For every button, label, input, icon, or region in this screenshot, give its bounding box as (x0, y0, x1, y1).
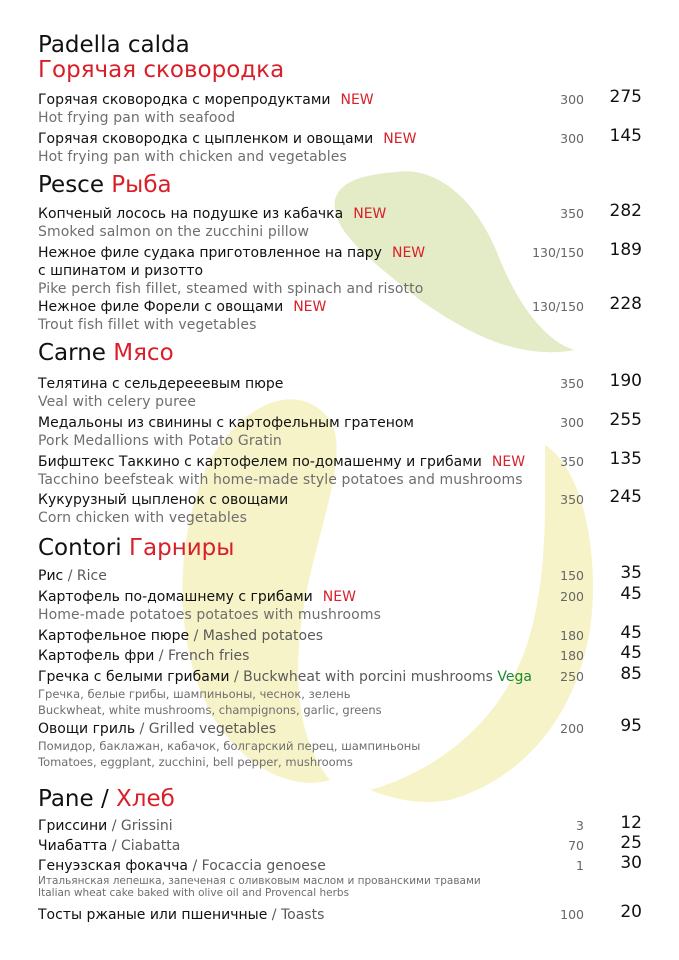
item-name: Картофель по-домашнему с грибами (38, 589, 313, 605)
item-weight: 250 (560, 669, 584, 684)
item-english-name: Pike perch fish fillet, steamed with spinach and risotto (38, 281, 424, 297)
section-title-it: Padella calda (38, 32, 190, 58)
item-weight: 3 (576, 818, 584, 833)
item-english-name: Toasts (280, 907, 325, 923)
item-weight: 130/150 (532, 245, 584, 260)
item-name: Нежное филе судака приготовленное на пару (38, 245, 382, 261)
name-separator: / (107, 838, 122, 854)
menu-item (38, 643, 644, 665)
item-english-name: Ciabatta (121, 838, 181, 854)
item-english-name: Tacchino beefsteak with home-made style potatoes and mushrooms (38, 472, 523, 488)
menu-item (38, 294, 644, 334)
name-separator: / (107, 818, 121, 834)
item-english-name: Pork Medallions with Potato Gratin (38, 433, 282, 449)
new-badge: NEW (383, 131, 417, 147)
item-english-name: Smoked salmon on the zucchini pillow (38, 224, 310, 240)
item-price: 45 (620, 623, 642, 643)
item-price: 25 (620, 833, 642, 853)
item-weight: 300 (560, 415, 584, 430)
name-separator: / (135, 721, 149, 737)
item-price: 12 (620, 813, 642, 833)
item-ingredients-ru: Итальянская лепешка, запеченая с оливковым маслом и прованскими травами (38, 875, 481, 887)
item-name: Овощи гриль (38, 721, 136, 737)
item-weight: 350 (560, 454, 584, 469)
item-price: 135 (609, 449, 642, 469)
item-english-name: French fries (167, 648, 250, 664)
menu-item (38, 449, 644, 489)
section-title-carne (38, 341, 174, 366)
item-weight: 70 (568, 838, 584, 853)
menu-item (38, 584, 644, 624)
item-name: Медальоны из свинины с картофельным гратеном (38, 415, 414, 431)
section-title-ru: Гарниры (128, 535, 235, 561)
item-english-name: Hot frying pan with chicken and vegetables (38, 149, 347, 165)
item-price: 30 (620, 853, 642, 873)
menu-item (38, 664, 644, 718)
section-title-pane (38, 787, 175, 812)
item-name-line2: с шпинатом и ризотто (38, 263, 204, 279)
item-english-name: Focaccia genoese (201, 858, 326, 874)
item-price: 189 (609, 240, 642, 260)
menu-item (38, 563, 644, 585)
item-price: 95 (620, 716, 642, 736)
item-price: 190 (609, 371, 642, 391)
item-name: Тосты ржаные или пшеничные (38, 907, 268, 923)
item-price: 45 (620, 643, 642, 663)
item-weight: 180 (560, 628, 584, 643)
item-name: Генуэзская фокачча (38, 858, 189, 874)
menu-item (38, 487, 644, 527)
item-price: 85 (620, 664, 642, 684)
item-english-name: Mashed potatoes (202, 628, 324, 644)
item-name: Горячая сковородка с цыпленком и овощами (38, 131, 374, 147)
item-price: 245 (609, 487, 642, 507)
item-english-name: Trout fish fillet with vegetables (38, 317, 257, 333)
section-title-ru: Хлеб (116, 786, 175, 812)
menu-item (38, 902, 644, 924)
item-english-name: Grilled vegetables (148, 721, 277, 737)
item-price: 255 (609, 410, 642, 430)
item-price: 45 (620, 584, 642, 604)
section-title-pesce (38, 173, 172, 198)
menu-item (38, 126, 644, 166)
name-separator: / (154, 648, 168, 664)
name-separator: / (63, 568, 77, 584)
new-badge: NEW (353, 206, 387, 222)
item-ingredients-en: Italian wheat cake baked with olive oil and Provencal herbs (38, 887, 350, 899)
section-title-it: Pane (38, 786, 94, 812)
menu-item (38, 87, 644, 127)
menu-item (38, 410, 644, 450)
menu-item (38, 371, 644, 411)
item-name: Гриссини (38, 818, 108, 834)
section-title-ru: Горячая сковородка (38, 57, 285, 84)
section-title-it: Pesce (38, 172, 104, 198)
item-weight: 100 (560, 907, 584, 922)
new-badge: NEW (322, 589, 356, 605)
vega-badge: Vega (497, 669, 532, 685)
item-ingredients-en: Buckwheat, white mushrooms, champignons, garlic, greens (38, 703, 382, 717)
item-name: Нежное филе Форели с овощами (38, 299, 284, 315)
item-name: Гречка с белыми грибами (38, 669, 230, 685)
section-title-it: Contori (38, 535, 122, 561)
item-price: 282 (609, 201, 642, 221)
item-ingredients-ru: Помидор, баклажан, кабачок, болгарский перец, шампиньоны (38, 739, 421, 753)
section-title-contorni (38, 536, 234, 561)
item-english-name: Corn chicken with vegetables (38, 510, 247, 526)
item-name: Картофельное пюре (38, 628, 190, 644)
item-english-name: Grissini (120, 818, 173, 834)
item-weight: 350 (560, 376, 584, 391)
menu-item (38, 623, 644, 645)
item-name: Горячая сковородка с морепродуктами (38, 92, 331, 108)
item-name: Бифштекс Таккино с картофелем по-домашенму и грибами (38, 454, 482, 470)
item-english-name: Hot frying pan with seafood (38, 110, 236, 126)
item-english-name: Rice (76, 568, 107, 584)
new-badge: NEW (293, 299, 327, 315)
item-name: Копченый лосось на подушке из кабачка (38, 206, 344, 222)
menu-item (38, 201, 644, 241)
item-weight: 350 (560, 492, 584, 507)
item-weight: 300 (560, 92, 584, 107)
section-title-it: Carne (38, 340, 106, 366)
section-title-ru: Мясо (113, 340, 174, 366)
section-title-ru: Рыба (111, 172, 172, 198)
item-price: 145 (609, 126, 642, 146)
item-name: Картофель фри (38, 648, 155, 664)
item-weight: 180 (560, 648, 584, 663)
menu-item (38, 240, 644, 298)
new-badge: NEW (391, 245, 426, 261)
menu-item (38, 853, 644, 899)
item-weight: 150 (560, 568, 584, 583)
item-price: 228 (609, 294, 642, 314)
name-separator: / (188, 858, 202, 874)
item-weight: 130/150 (532, 299, 584, 314)
menu-item (38, 813, 644, 835)
item-english-name: Veal with celery puree (38, 394, 197, 410)
item-price: 35 (620, 563, 642, 583)
item-weight: 200 (560, 721, 584, 736)
item-weight: 350 (560, 206, 584, 221)
item-weight: 1 (576, 858, 584, 873)
item-name: Чиабатта (38, 838, 108, 854)
item-name: Кукурузный цыпленок с овощами (38, 492, 289, 508)
item-ingredients-en: Tomatoes, eggplant, zucchini, bell pepper, mushrooms (38, 755, 353, 769)
item-name: Телятина с сельдерееевым пюре (38, 376, 284, 392)
item-price: 20 (620, 902, 642, 922)
item-english-name: Buckwheat with porcini mushrooms (243, 669, 493, 685)
new-badge: NEW (340, 92, 374, 108)
item-english-name: Home-made potatoes potatoes with mushrooms (38, 607, 381, 623)
item-weight: 300 (560, 131, 584, 146)
item-price: 275 (609, 87, 642, 107)
name-separator: / (229, 669, 244, 685)
menu-item (38, 833, 644, 855)
title-separator: / (93, 786, 117, 812)
new-badge: NEW (491, 454, 526, 470)
name-separator: / (189, 628, 203, 644)
item-name: Рис (38, 568, 64, 584)
item-weight: 200 (560, 589, 584, 604)
item-ingredients-ru: Гречка, белые грибы, шампиньоны, чеснок, зелень (38, 687, 351, 701)
menu-item (38, 716, 644, 770)
section-title-padella (38, 33, 284, 84)
name-separator: / (267, 907, 281, 923)
